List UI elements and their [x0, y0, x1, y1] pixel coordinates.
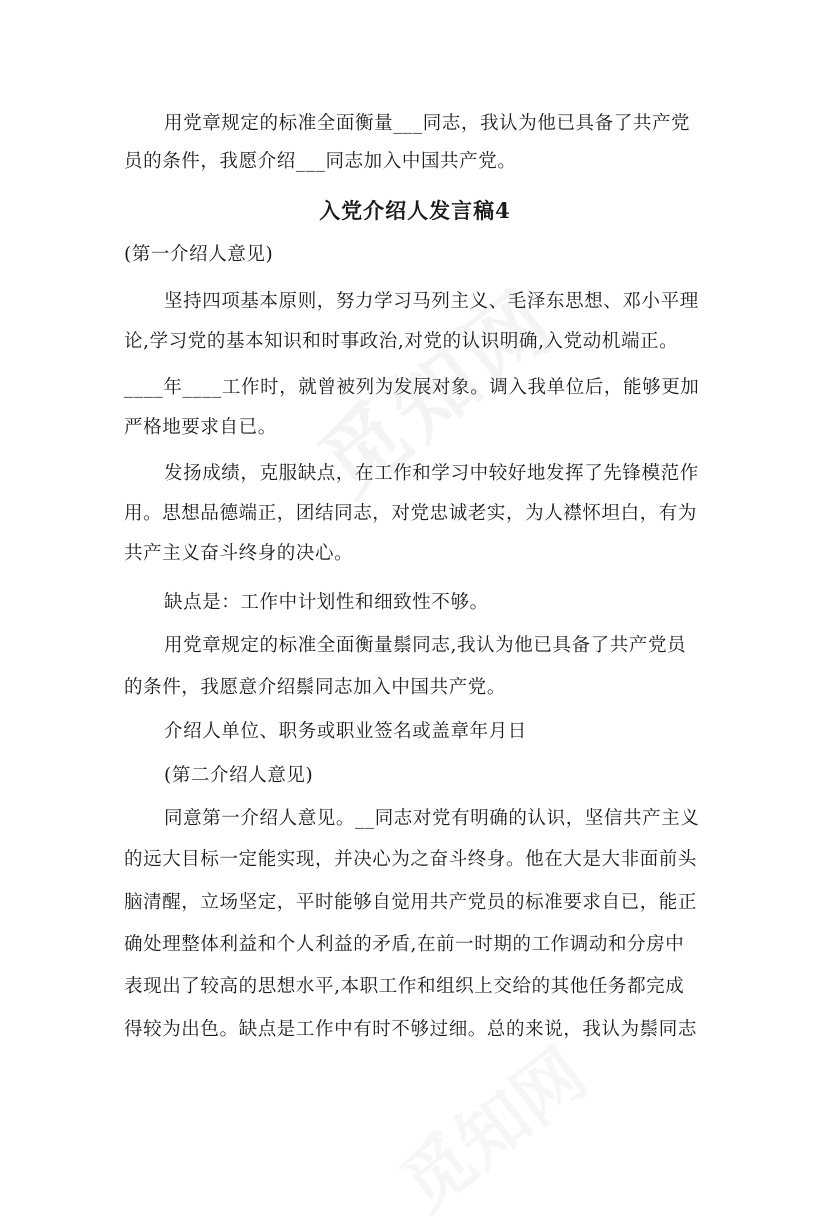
para1-line-1: 坚持四项基本原则，努力学习马列主义、毛泽东思想、邓小平理 — [164, 291, 699, 312]
intro-line-2: 员的条件，我愿介绍___同志加入中国共产党。 — [124, 151, 517, 172]
para2-line-3: 共产主义奋斗终身的决心。 — [124, 543, 354, 564]
para6-line-5: 表现出了较高的思想水平,本职工作和组织上交给的其他任务都完成 — [124, 976, 685, 997]
para6-line-2: 的远大目标一定能实现，并决心为之奋斗终身。他在大是大非面前头 — [124, 849, 698, 870]
para6-line-3: 脑清醒，立场坚定，平时能够自觉用共产党员的标准要求自已，能正 — [124, 892, 698, 913]
para4-line-2: 的条件，我愿意介绍鬃同志加入中国共产党。 — [124, 677, 507, 698]
para2-line-1: 发扬成绩，克服缺点，在工作和学习中较好地发挥了先锋模范作 — [164, 463, 699, 484]
para1-line-4: 严格地要求自已。 — [124, 417, 277, 438]
intro-line-1: 用党章规定的标准全面衡量___同志，我认为他已具备了共产党 — [164, 113, 691, 134]
para3: 缺点是：工作中计划性和细致性不够。 — [164, 592, 489, 613]
para6-line-1: 同意第一介绍人意见。__同志对党有明确的认识，坚信共产主义 — [164, 808, 700, 829]
first-opinion-heading: (第一介绍人意见) — [124, 244, 274, 265]
watermark-bottom — [377, 1027, 584, 1213]
para2-line-2: 用。思想品德端正，团结同志，对党忠诚老实，为人襟怀坦白，有为 — [124, 503, 698, 524]
para4-line-1: 用党章规定的标准全面衡量鬃同志,我认为他已具备了共产党员 — [164, 635, 687, 656]
para1-line-2: 论,学习党的基本知识和时事政治,对党的认识明确,入党动机端正。 — [124, 331, 679, 352]
para6-line-6: 得较为出色。缺点是工作中有时不够过细。总的来说，我认为鬃同志 — [124, 1019, 698, 1040]
document-title: 入党介绍人发言稿4 — [319, 198, 511, 223]
para5: 介绍人单位、职务或职业签名或盖章年月日 — [164, 721, 527, 742]
para1-line-3: ____年____工作时，就曾被列为发展对象。调入我单位后，能够更加 — [124, 377, 700, 398]
second-opinion-heading: (第二介绍人意见) — [164, 765, 314, 786]
para6-line-4: 确处理整体利益和个人利益的矛盾,在前一时期的工作调动和分房中 — [124, 934, 685, 955]
